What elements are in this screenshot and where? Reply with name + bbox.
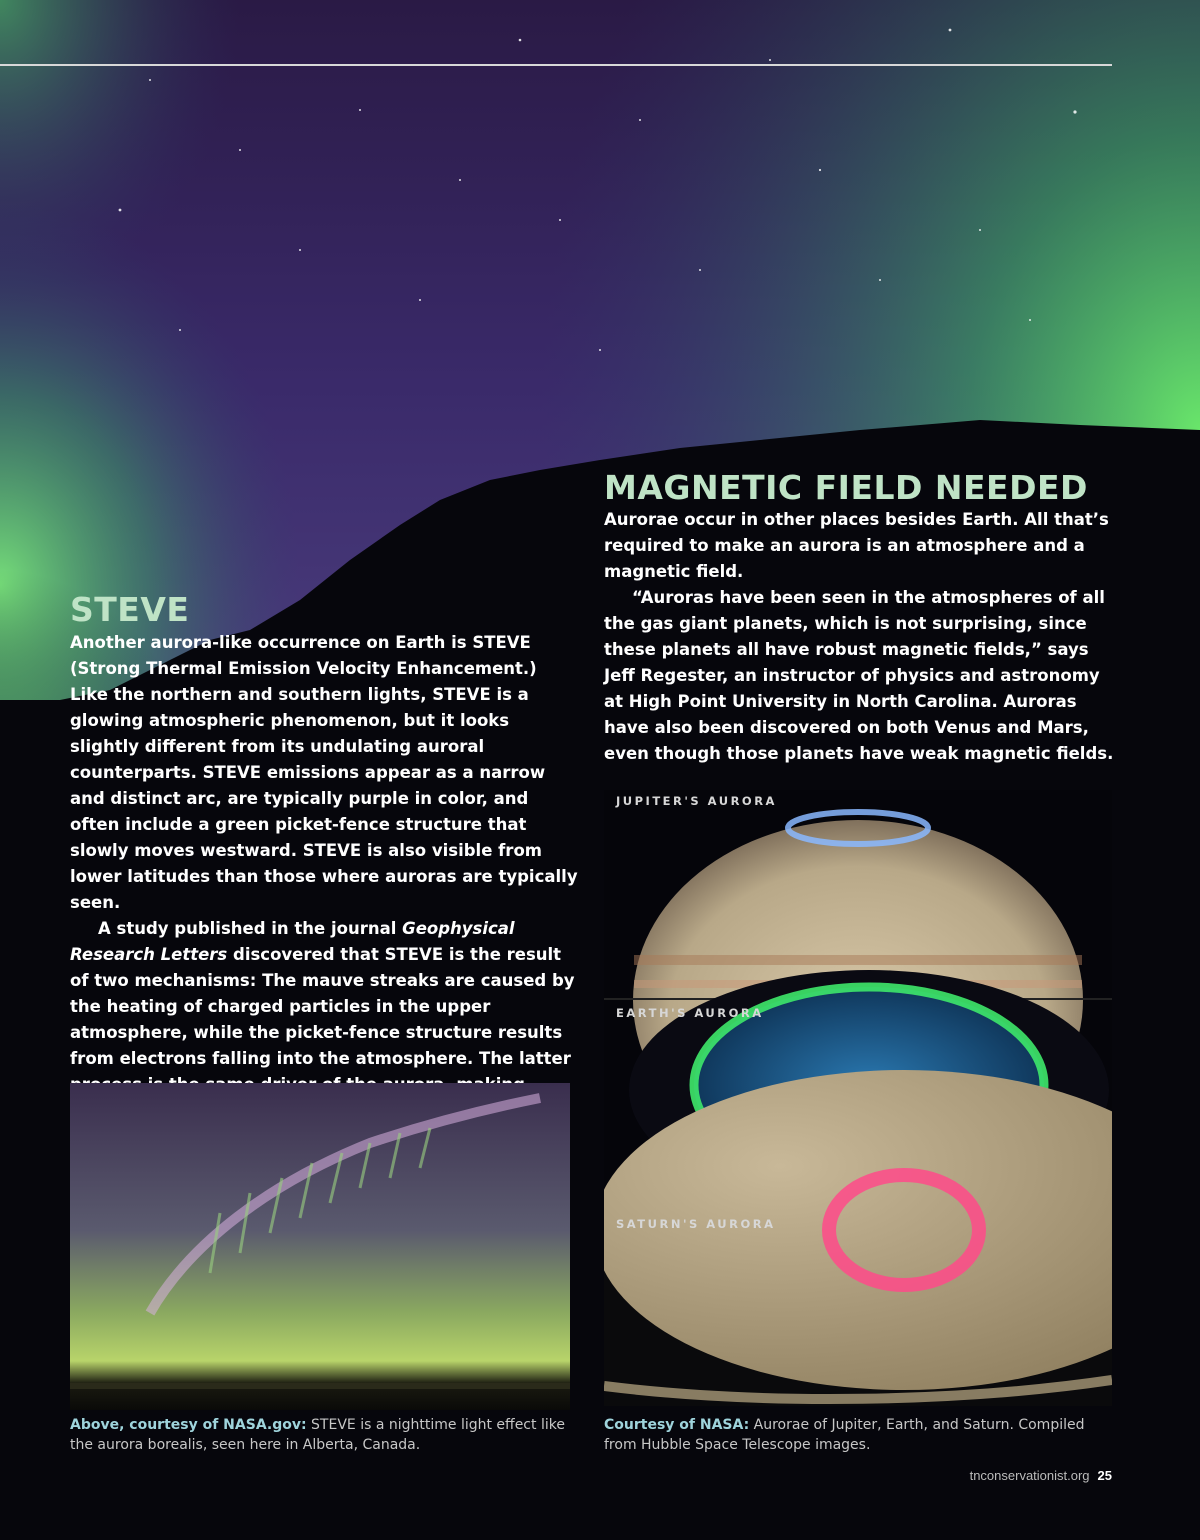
- steve-paragraph-2-rest: discovered that STEVE is the result of two mechanisms: The mauve streaks are caused by the heating of charged particles in the upper atmosphere, while the picket-fence structure results from electrons falling into the atmosphere. The latter: [70, 945, 575, 1068]
- steve-heading: STEVE: [70, 590, 190, 629]
- steve-paragraph-1: Another aurora-like occurrence on Earth is STEVE (Strong Thermal Emission Velocity Enhancement.) Like the northern and southern lights, STEVE is a glowing atmospheric phenomenon, but it looks slightly different from its undulating auroral counterparts. STEVE emissions appear as a narrow and distinct arc, are typically purple in color, and often include a green picket-fence structure that slowly moves westward. STEVE is also visible from lower latitudes than those where auroras are typically seen.: [70, 633, 578, 912]
- page-footer: [970, 1468, 1112, 1483]
- steve-caption-text: STEVE is a nighttime light effect like the aurora borealis, seen here in Alberta, Canada.: [70, 1417, 565, 1453]
- page-number: 25: [1097, 1468, 1112, 1483]
- saturn-aurora-label: SATURN'S AURORA: [616, 1217, 776, 1231]
- steve-paragraph-2-lead: A study published in the journal: [98, 919, 403, 938]
- steve-photo-caption: [70, 1415, 580, 1455]
- planet-photo-caption: [604, 1415, 1114, 1455]
- top-rule-divider: [0, 64, 1112, 66]
- planet-aurora-composite: [604, 790, 1112, 1406]
- jupiter-aurora-label: JUPITER'S AURORA: [616, 794, 777, 808]
- planet-caption-text: Aurorae of Jupiter, Earth, and Saturn. Compiled from Hubble Space Telescope images.: [604, 1417, 1085, 1453]
- planet-caption-credit: Courtesy of NASA:: [604, 1417, 750, 1433]
- magnetic-paragraph-1: Aurorae occur in other places besides Earth. All that’s required to make an aurora is an atmosphere and a magnetic field.: [604, 510, 1109, 581]
- magnetic-paragraph-2: “Auroras have been seen in the atmospheres of all the gas giant planets, which is not surprising, since these planets all have robust magnetic fields,” says Jeff Regester, an instructor of physics and astronomy at High Point University in North Carolina. Auroras have also been discovered on both Venus and Mars, even though those planets have weak magnetic fields.: [604, 588, 1114, 763]
- steve-caption-credit: Above, courtesy of NASA.gov:: [70, 1417, 307, 1433]
- magnetic-article-body: [604, 507, 1114, 767]
- magnetic-field-heading: MAGNETIC FIELD NEEDED: [604, 468, 1088, 507]
- footer-site: tnconservationist.org: [969, 1468, 1090, 1483]
- earth-aurora-label: EARTH'S AURORA: [616, 1006, 764, 1020]
- steve-article-body: [70, 630, 580, 1124]
- steve-photo: [70, 1083, 570, 1410]
- journal-title: Geophysical Research Letters: [70, 919, 515, 964]
